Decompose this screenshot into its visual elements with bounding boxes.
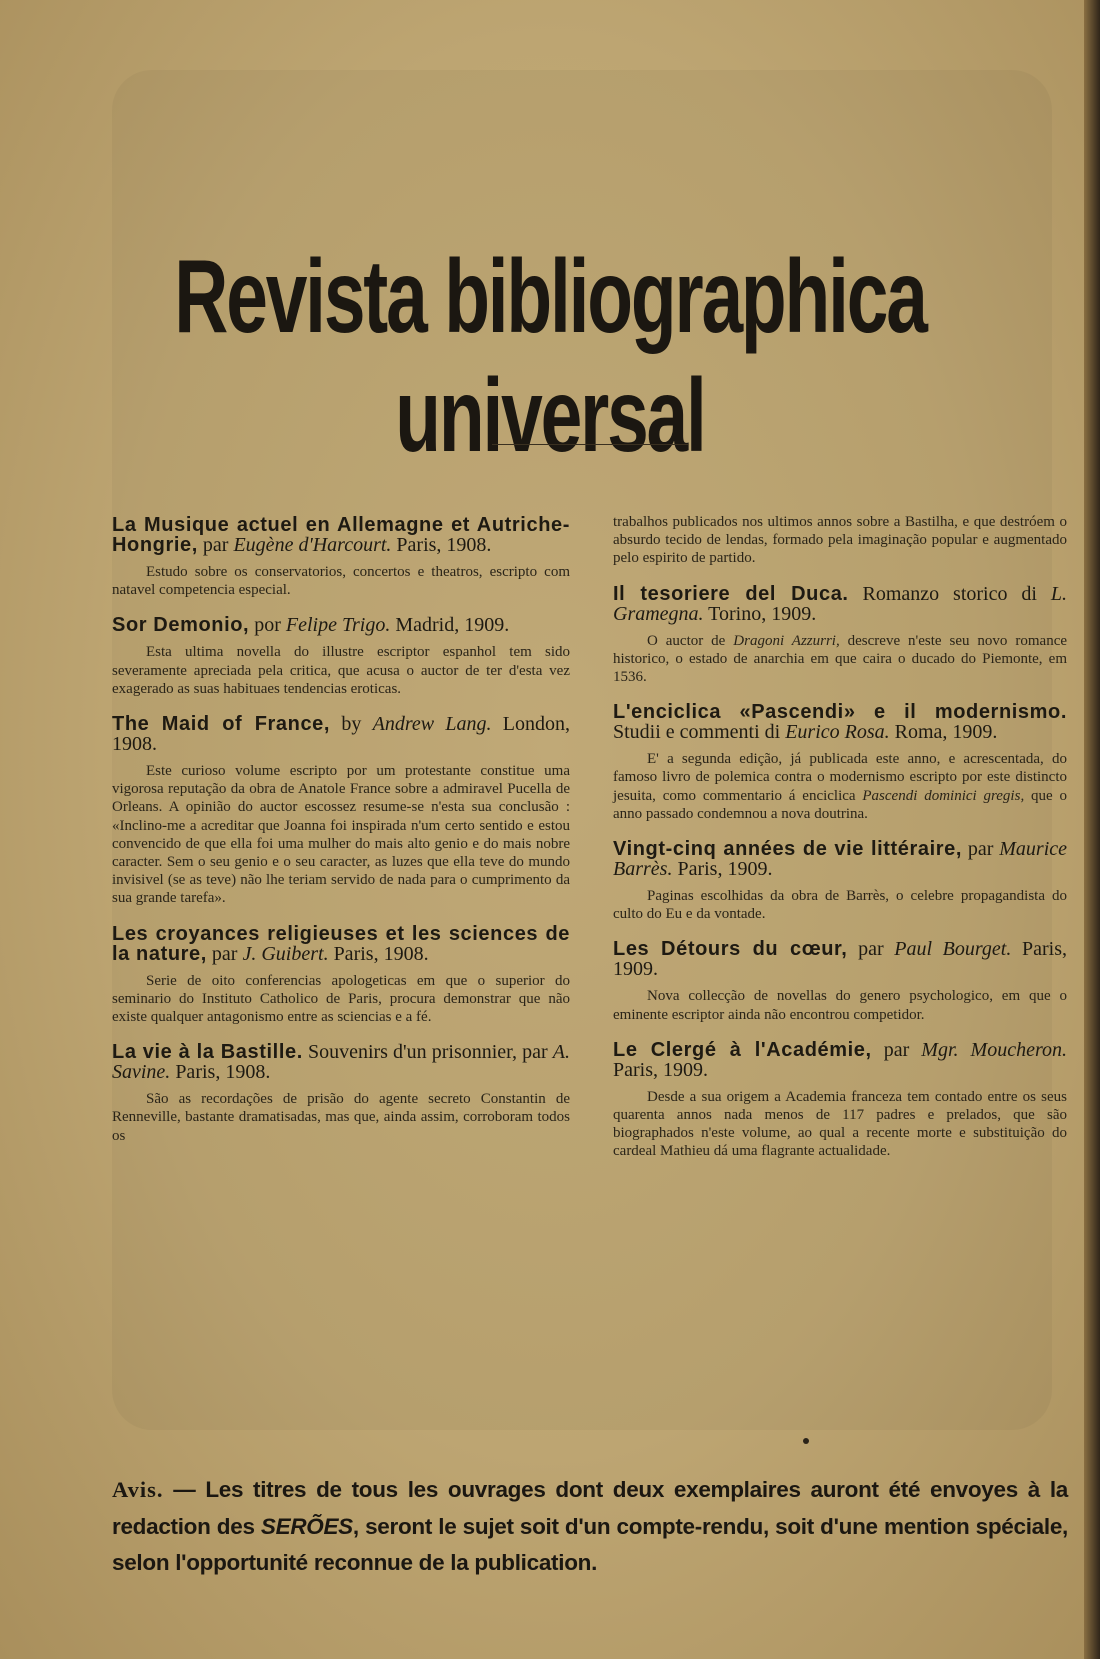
entry-heading: [112, 615, 570, 635]
entry-text: [613, 632, 1067, 687]
review-entry: [112, 615, 570, 698]
entry-heading: [112, 924, 570, 964]
entry-title: La vie à la Bastille.: [112, 1041, 303, 1064]
entry-title: Les Détours du cœur,: [613, 938, 848, 961]
entry-place-year: Torino, 1909.: [703, 602, 817, 625]
avis-label: Avis.: [112, 1477, 164, 1502]
left-column: [112, 515, 570, 1161]
entry-author: A. Savine.: [112, 1041, 570, 1084]
entry-preposition: Studii e commenti di: [613, 721, 786, 744]
review-entry: [112, 714, 570, 908]
avis-text: , seront le sujet soit d'un compte-rendu, soit d'une mention spéciale, selon l'opportunité reconnue de la publication.: [112, 1513, 1068, 1575]
review-entry: [613, 584, 1067, 687]
entry-text-continued: trabalhos publicados nos ultimos annos sobre a Bastilha, e que destróem o absurdo tecido de lendas, formado pela imaginação popular e augmentado pelo espirito de partido.: [613, 514, 1067, 567]
entry-text-part: Desde a sua origem a Academia franceza tem contado entre os seus quarenta annos nada menos de 117 padres e prelados, que são biographados n'este volume, ao qual a recente morte e substituição do cardeal Mathieu dá uma flagrante actualidade.: [613, 1088, 1067, 1160]
entry-text: Serie de oito conferencias apologeticas em que o superior do seminario do Instituto Catholico de Paris, procura demonstrar que não existe qualquer antagonismo entre as sciencias e a fé.: [112, 972, 570, 1026]
entry-author: L. Gramegna.: [613, 582, 1067, 625]
entry-preposition: by: [330, 713, 373, 736]
avis-magazine-name: SERÕES: [260, 1513, 353, 1539]
entry-author: Mgr. Moucheron.: [921, 1038, 1067, 1061]
right-column: [613, 513, 1067, 1177]
review-entry: [112, 515, 570, 599]
entry-heading: [112, 714, 570, 754]
entry-place-year: Paris, 1908.: [328, 942, 429, 965]
entry-text-italic: Dragoni Azzurri,: [733, 632, 840, 649]
entry-author: Eugène d'Harcourt.: [233, 534, 392, 556]
entry-preposition: par: [871, 1038, 922, 1061]
entry-text-part: O auctor de: [647, 632, 734, 649]
entry-text-italic: Pascendi dominici gregis,: [862, 787, 1025, 804]
entry-preposition: Romanzo storico di: [848, 582, 1051, 605]
entry-place-year: Paris, 1909.: [613, 1058, 708, 1081]
entry-text-part: Paginas escolhidas da obra de Barrès, o celebre propagandista do culto do Eu e da vontade.: [613, 888, 1067, 923]
entry-text: [613, 1088, 1067, 1161]
page-title: Revista bibliographica universal: [174, 239, 926, 474]
entry-text: [613, 750, 1067, 823]
entry-text: Esta ultima novella do illustre escriptor espanhol tem sido severamente apreciada pela critica, que acusa o auctor de ter d'esta vez exagerado as suas habituaes tendencias eroticas.: [112, 644, 570, 697]
entry-title: Vingt-cinq années de vie littéraire,: [613, 838, 963, 861]
entry-heading: [613, 939, 1067, 979]
entry-heading: [613, 839, 1067, 879]
continued-text: [613, 513, 1067, 568]
entry-text: [613, 987, 1067, 1023]
entry-preposition: par: [847, 938, 895, 961]
avis-notice: [112, 1472, 1068, 1582]
entry-title: Le Clergé à l'Académie,: [613, 1038, 872, 1061]
entry-title: The Maid of France,: [112, 713, 331, 736]
title-divider: [492, 444, 688, 445]
entry-text: São as recordações de prisão do agente secreto Constantin de Renneville, bastante dramatisadas, mas que, ainda assim, corroboram todos os: [112, 1091, 570, 1144]
review-entry: [613, 1040, 1067, 1161]
entry-preposition: par: [206, 942, 243, 965]
entry-preposition: par: [962, 838, 1000, 861]
entry-title: Il tesoriere del Duca.: [613, 582, 849, 605]
review-entry: [613, 939, 1067, 1023]
entry-author: Paul Bourget.: [894, 938, 1012, 961]
entry-title: L'enciclica «Pascendi» e il modernismo.: [613, 701, 1067, 724]
entry-heading: [613, 584, 1067, 624]
review-entry: [112, 1042, 570, 1145]
entry-heading: [613, 1040, 1067, 1080]
entry-preposition: por: [249, 614, 286, 637]
entry-text: Estudo sobre os conservatorios, concertos e theatros, escripto com natavel competencia especial.: [112, 564, 570, 599]
entry-place-year: London, 1908.: [112, 713, 570, 756]
entry-title: Les croyances religieuses et les sciences de la nature,: [112, 922, 570, 965]
entry-author: Eurico Rosa.: [785, 721, 890, 744]
ornament-dot: [803, 1438, 809, 1444]
entry-place-year: Paris, 1909.: [672, 858, 773, 881]
entry-title: Sor Demonio,: [112, 614, 250, 637]
entry-text-part: Nova collecção de novellas do genero psychologico, em que o eminente escriptor ainda não encontrou competidor.: [613, 988, 1067, 1023]
review-entry: [613, 839, 1067, 923]
entry-text: [613, 887, 1067, 923]
entry-place-year: Paris, 1908.: [391, 534, 492, 556]
entry-author: Maurice Barrès.: [613, 838, 1068, 881]
entry-author: Andrew Lang.: [372, 713, 492, 736]
entry-text-part: que o anno passado condemnou a nova doutrina.: [613, 787, 1067, 822]
entry-heading: [112, 1042, 570, 1082]
entry-author: Felipe Trigo.: [285, 614, 391, 637]
entry-text-part: E' a segunda edição, já publicada este anno, e acrescentada, do famoso livro de polemica contra o modernismo escripto por este distincto jesuita, como commentario á enciclica: [613, 751, 1067, 804]
entry-place-year: Madrid, 1909.: [390, 614, 510, 637]
review-entry: [112, 924, 570, 1027]
entry-preposition: Souvenirs d'un prisonnier, par: [302, 1041, 553, 1064]
entry-preposition: par: [197, 534, 234, 556]
entry-place-year: Roma, 1909.: [889, 721, 998, 744]
entry-title: La Musique actuel en Allemagne et Autriche-Hongrie,: [112, 514, 570, 556]
page-edge: [1084, 0, 1100, 1659]
avis-text: — Les titres de tous les ouvrages dont deux exemplaires auront été envoyes à la redaction des: [112, 1477, 1068, 1539]
review-entry: [613, 702, 1067, 823]
entry-heading: [112, 515, 570, 555]
entry-heading: [613, 702, 1067, 742]
entry-place-year: Paris, 1908.: [170, 1061, 271, 1084]
entry-text: Este curioso volume escripto por um protestante constitue uma vigorosa reputação da obra de Anatole France sobre a admiravel Pucella de Orleans. A opinião do auctor escossez resume-se n'esta sua conclusão : «Inclino-me a acreditar que Joanna foi inspirada n'um certo sentido e estou convencido de que ella foi uma mulher do mais alto genio e do mais nobre caracter. Sem o seu genio e o seu caracter, as luzes que ella teve do mundo invisivel (se as teve) não lhe teriam servido de nada para o cumprimento da sua grande tarefa».: [112, 763, 570, 907]
entry-author: J. Guibert.: [242, 942, 329, 965]
entry-text-part: descreve n'este seu novo romance historico, o estado de anarchia em que caira o ducado do Piemonte, em 1536.: [613, 632, 1068, 686]
entry-place-year: Paris, 1909.: [613, 938, 1067, 981]
